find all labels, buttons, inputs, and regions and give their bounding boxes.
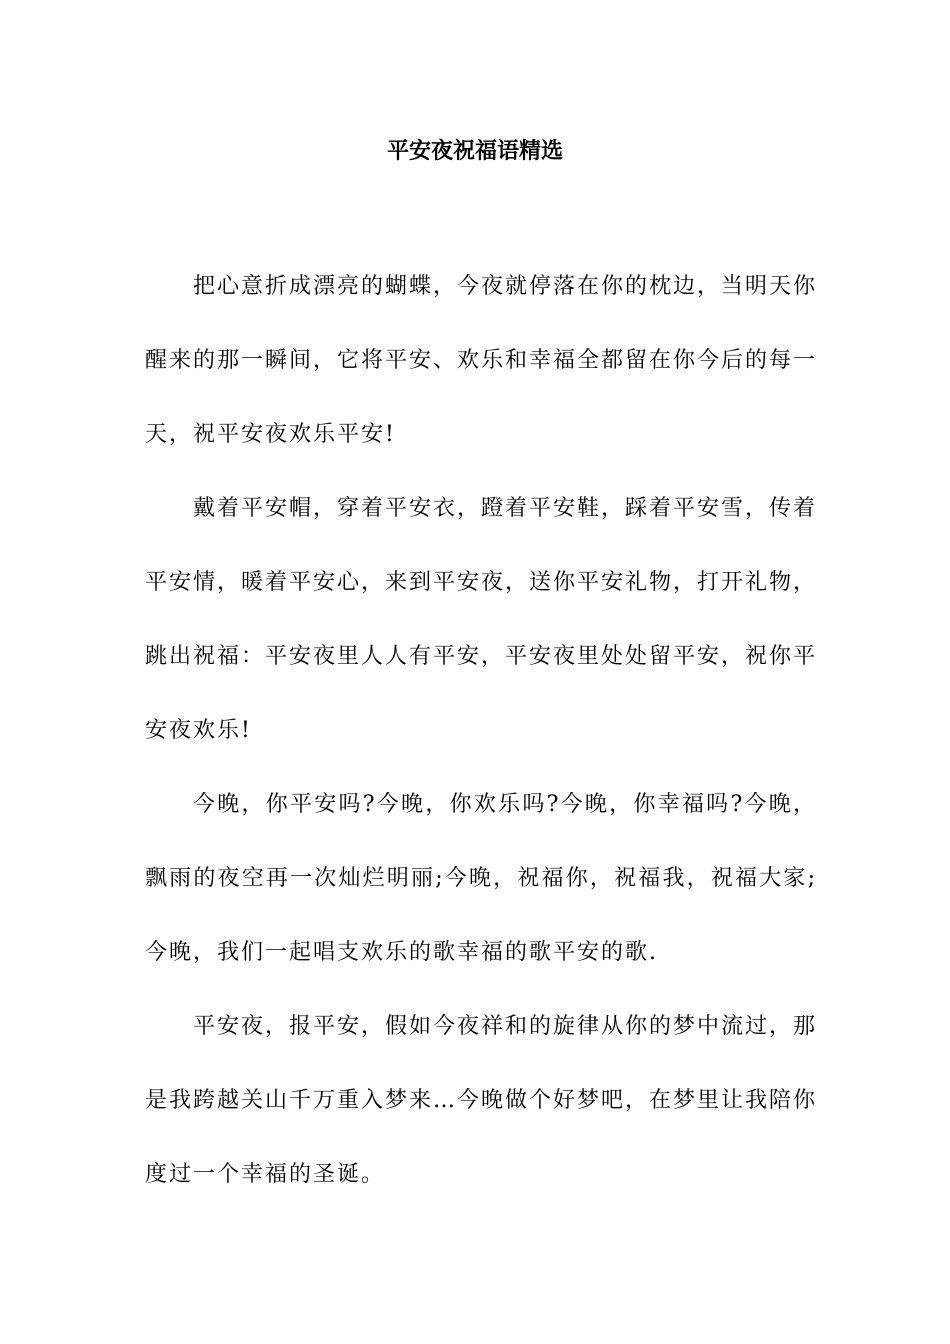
paragraph-4: 平安夜，报平安，假如今夜祥和的旋律从你的梦中流过，那是我跨越关山千万重入梦来…今晚做个好梦吧，在梦里让我陪你度过一个幸福的圣诞。 — [145, 1014, 818, 1187]
paragraph-2: 戴着平安帽，穿着平安衣，蹬着平安鞋，踩着平安雪，传着平安情，暖着平安心，来到平安夜，送你平安礼物，打开礼物，跳出祝福：平安夜里人人有平安，平安夜里处处留平安，祝你平安夜欢乐! — [145, 496, 818, 743]
document-title: 平安夜祝福语精选 — [386, 139, 563, 164]
document-body — [145, 250, 817, 1212]
paragraph-3: 今晚，你平安吗?今晚，你欢乐吗?今晚，你幸福吗?今晚，飘雨的夜空再一次灿烂明丽;今晚，祝福你，祝福我，祝福大家;今晚，我们一起唱支欢乐的歌幸福的歌平安的歌. — [145, 792, 817, 965]
paragraph-1: 把心意折成漂亮的蝴蝶，今夜就停落在你的枕边，当明天你醒来的那一瞬间，它将平安、欢乐和幸福全都留在你今后的每一天，祝平安夜欢乐平安! — [145, 274, 818, 447]
